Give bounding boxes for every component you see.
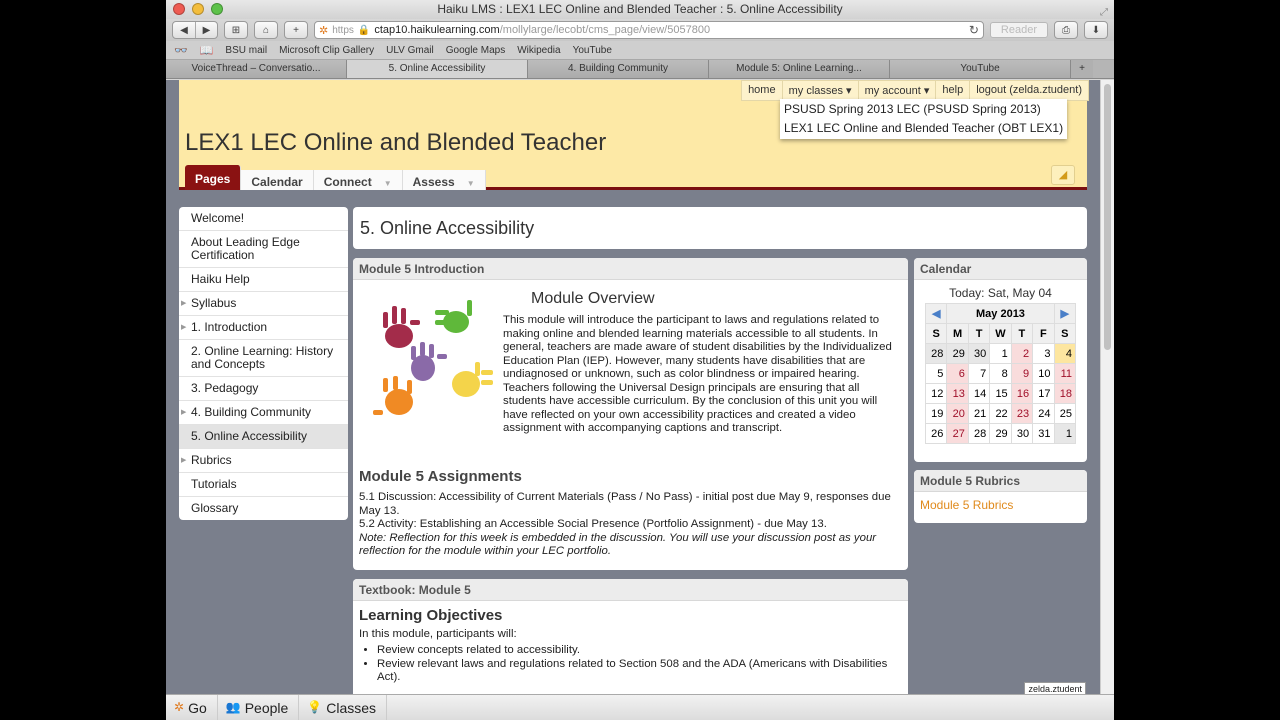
calendar-day[interactable]: 26 — [926, 424, 947, 444]
sidebar-item-building-community[interactable] — [179, 401, 348, 425]
objectives-title: Learning Objectives — [359, 607, 503, 624]
reload-icon[interactable]: ↻ — [968, 23, 979, 37]
weekday-header: M — [947, 324, 968, 344]
month-label: May 2013 — [947, 304, 1054, 324]
bookmark-item[interactable]: BSU mail — [225, 44, 268, 56]
weekday-header: F — [1033, 324, 1054, 344]
calendar-day[interactable]: 21 — [968, 404, 989, 424]
assignment-item: 5.1 Discussion: Accessibility of Current Materials (Pass / No Pass) - initial post due May 9, responses due May 13. — [359, 491, 891, 517]
calendar-day[interactable]: 24 — [1033, 404, 1054, 424]
calendar-day[interactable]: 1 — [1054, 424, 1075, 444]
zoom-window-button[interactable] — [211, 3, 223, 15]
assignment-item: 5.2 Activity: Establishing an Accessible Social Presence (Portfolio Assignment) - due May 13. — [359, 518, 827, 530]
logout-link[interactable]: logout (zelda.ztudent) — [976, 84, 1082, 96]
sidebar-item-label: Syllabus — [191, 296, 237, 310]
url-path: /mollylarge/lecobt/cms_page/view/5057800 — [499, 24, 711, 36]
sidebar-item-label: About Leading Edge Certification — [191, 235, 300, 262]
calendar-day[interactable]: 16 — [1011, 384, 1032, 404]
weekday-header: S — [1054, 324, 1075, 344]
page-title: 5. Online Accessibility — [353, 207, 1087, 249]
sidebar-item-label: Welcome! — [191, 211, 245, 225]
calendar-day[interactable]: 8 — [990, 364, 1011, 384]
sidebar-item-syllabus[interactable] — [179, 292, 348, 316]
sidebar-item-about[interactable] — [179, 231, 348, 268]
sidebar-item-label: 2. Online Learning: History and Concepts — [191, 344, 334, 371]
expand-arrow-icon[interactable]: ▶ — [181, 409, 187, 416]
calendar-day[interactable]: 13 — [947, 384, 968, 404]
user-tooltip: zelda.ztudent — [1024, 682, 1086, 694]
sidebar-item-tutorials[interactable] — [179, 473, 348, 497]
calendar-day[interactable]: 7 — [968, 364, 989, 384]
page-content — [166, 80, 1100, 694]
classes-label: Classes — [326, 700, 377, 716]
module-intro-panel — [353, 258, 908, 570]
reading-list-icon[interactable]: 👓 — [174, 44, 188, 57]
go-button[interactable] — [166, 695, 218, 720]
rubrics-panel — [914, 470, 1087, 523]
my-classes-dropdown — [780, 99, 1067, 139]
calendar-day[interactable]: 6 — [947, 364, 968, 384]
calendar-day[interactable]: 2 — [1011, 344, 1032, 364]
people-icon: 👥 — [225, 700, 241, 714]
calendar-day[interactable]: 9 — [1011, 364, 1032, 384]
browser-tab[interactable]: Module 5: Online Learning... — [709, 60, 890, 78]
calendar-panel — [914, 258, 1087, 462]
add-bookmark-icon[interactable]: + — [293, 24, 299, 36]
calendar-day[interactable]: 20 — [947, 404, 968, 424]
sidebar-item-label: Tutorials — [191, 477, 237, 491]
calendar-day[interactable]: 5 — [926, 364, 947, 384]
objective-item: • Review relevant laws and regulations related to Section 508 and the ADA (Americans with Disabilities Act). — [377, 658, 908, 685]
back-button[interactable]: ◀ — [180, 24, 188, 36]
go-label: Go — [188, 700, 207, 716]
calendar-day[interactable]: 15 — [990, 384, 1011, 404]
browser-tab[interactable]: YouTube — [890, 60, 1071, 78]
calendar-day[interactable]: 11 — [1054, 364, 1075, 384]
calendar-day[interactable]: 29 — [990, 424, 1011, 444]
go-icon: ✲ — [174, 700, 185, 714]
class-option[interactable]: PSUSD Spring 2013 LEC (PSUSD Spring 2013) — [784, 102, 1041, 116]
calendar-day[interactable]: 22 — [990, 404, 1011, 424]
page-sidebar — [179, 207, 348, 520]
tab-calendar[interactable]: Calendar — [241, 170, 313, 190]
browser-toolbar — [166, 19, 1114, 41]
bookmark-item[interactable]: ULV Gmail — [386, 44, 434, 56]
rubrics-link[interactable]: Module 5 Rubrics — [920, 498, 1014, 512]
my-account-menu[interactable]: my account ▾ — [859, 81, 937, 100]
sidebar-item-rubrics[interactable] — [179, 449, 348, 473]
handprints-image — [371, 298, 496, 428]
expand-arrow-icon[interactable]: ▶ — [181, 457, 187, 464]
textbook-panel — [353, 579, 908, 694]
weekday-header: T — [1011, 324, 1032, 344]
sidebar-item-label: 1. Introduction — [191, 320, 268, 334]
section-nav — [185, 165, 486, 190]
url-scheme: https — [332, 24, 354, 36]
sidebar-item-online-learning[interactable] — [179, 340, 348, 377]
calendar-day[interactable]: 19 — [926, 404, 947, 424]
class-option[interactable]: LEX1 LEC Online and Blended Teacher (OBT LEX1) — [784, 121, 1064, 135]
sidebar-item-label: Rubrics — [191, 453, 232, 467]
calendar-day[interactable]: 18 — [1054, 384, 1075, 404]
scrollbar-thumb[interactable] — [1104, 84, 1111, 350]
calendar-day[interactable]: 23 — [1011, 404, 1032, 424]
calendar-day[interactable]: 25 — [1054, 404, 1075, 424]
bookmark-item[interactable]: Microsoft Clip Gallery — [279, 44, 375, 56]
sidebar-item-introduction[interactable] — [179, 316, 348, 340]
browser-tab-active[interactable]: 5. Online Accessibility — [347, 60, 528, 78]
bookmark-item[interactable]: YouTube — [572, 44, 612, 56]
assignment-note: Note: Reflection for this week is embedded in the discussion. You will use your discussion post as your reflection for the module within your LEC portfolio. — [359, 531, 877, 557]
site-favicon-icon: ✲ — [319, 24, 329, 37]
sidebar-item-welcome[interactable] — [179, 207, 348, 231]
tab-assess[interactable] — [403, 170, 486, 190]
calendar-day[interactable]: 30 — [1011, 424, 1032, 444]
expand-arrow-icon[interactable]: ▶ — [181, 300, 187, 307]
calendar-day[interactable]: 30 — [968, 344, 989, 364]
calendar-day[interactable]: 29 — [947, 344, 968, 364]
people-label: People — [244, 700, 289, 716]
fullscreen-icon[interactable]: ⤢ — [1100, 7, 1108, 18]
downloads-icon[interactable]: ⬇ — [1091, 24, 1101, 36]
assignments-list — [359, 491, 899, 559]
calendar-day[interactable]: 27 — [947, 424, 968, 444]
next-month-icon[interactable]: ▶ — [1054, 304, 1075, 324]
bookmarks-bar — [166, 41, 1114, 60]
tab-assess-label: Assess — [412, 175, 455, 189]
assignments-title: Module 5 Assignments — [359, 468, 522, 485]
reader-button[interactable]: Reader — [990, 22, 1048, 38]
minimize-window-button[interactable] — [192, 3, 204, 15]
my-classes-menu[interactable]: my classes ▾ — [783, 81, 859, 100]
calendar-day[interactable]: 12 — [926, 384, 947, 404]
today-label: Today: Sat, May 04 — [949, 286, 1052, 300]
calendar-day[interactable]: 28 — [968, 424, 989, 444]
panel-header: Module 5 Rubrics — [914, 470, 1087, 492]
browser-tab[interactable]: 4. Building Community — [528, 60, 709, 78]
sidebar-item-label: 3. Pedagogy — [191, 381, 259, 395]
new-tab-button[interactable]: + — [1071, 60, 1093, 78]
sidebar-item-label: 4. Building Community — [191, 405, 312, 419]
prev-month-icon[interactable]: ◀ — [926, 304, 947, 324]
browser-tab[interactable]: VoiceThread – Conversatio... — [166, 60, 347, 78]
calendar-day[interactable]: 17 — [1033, 384, 1054, 404]
site-title: LEX1 LEC Online and Blended Teacher — [185, 129, 607, 156]
calendar-day[interactable]: 3 — [1033, 344, 1054, 364]
top-sites-icon[interactable]: ⊞ — [231, 24, 241, 36]
print-icon[interactable]: ⎙ — [1062, 24, 1070, 36]
calendar-day[interactable]: 31 — [1033, 424, 1054, 444]
sidebar-item-haiku-help[interactable] — [179, 268, 348, 292]
sidebar-item-label: 5. Online Accessibility — [191, 429, 308, 443]
sidebar-item-pedagogy[interactable] — [179, 377, 348, 401]
bookmark-item[interactable]: Wikipedia — [517, 44, 561, 56]
tab-connect-label: Connect — [323, 175, 372, 189]
weekday-header: S — [926, 324, 947, 344]
mini-calendar — [925, 303, 1076, 444]
calendar-day[interactable]: 28 — [926, 344, 947, 364]
close-window-button[interactable] — [173, 3, 185, 15]
panel-header: Textbook: Module 5 — [353, 579, 908, 601]
sidebar-item-online-accessibility[interactable] — [179, 425, 348, 449]
url-host: ctap10.haikulearning.com — [374, 24, 500, 36]
page-scrollbar[interactable] — [1100, 80, 1114, 694]
panel-header: Calendar — [914, 258, 1087, 280]
weekday-header: W — [990, 324, 1011, 344]
chevron-down-icon: ▼ — [383, 179, 392, 188]
calendar-day[interactable]: 1 — [990, 344, 1011, 364]
expand-arrow-icon[interactable]: ▶ — [181, 324, 187, 331]
bookmarks-icon[interactable]: 📖 — [199, 44, 214, 57]
address-bar[interactable] — [314, 21, 984, 39]
top-nav — [741, 80, 1089, 101]
home-link[interactable]: home — [742, 81, 783, 100]
people-button[interactable] — [218, 695, 300, 720]
sidebar-item-label: Haiku Help — [191, 272, 250, 286]
lightbulb-icon: 💡 — [307, 700, 323, 714]
calendar-day[interactable]: 14 — [968, 384, 989, 404]
objective-item: • Review concepts related to accessibility. — [377, 644, 908, 658]
window-title: Haiku LMS : LEX1 LEC Online and Blended Teacher : 5. Online Accessibility — [437, 2, 843, 16]
calendar-day[interactable]: 4 — [1054, 344, 1075, 364]
chevron-down-icon: ▼ — [466, 179, 475, 188]
weekday-header: T — [968, 324, 989, 344]
calendar-day[interactable]: 10 — [1033, 364, 1054, 384]
bottom-toolbar — [166, 694, 1114, 720]
objectives-list — [353, 644, 908, 685]
lock-icon: 🔒 — [357, 24, 371, 36]
title-bar — [166, 0, 1114, 19]
help-link[interactable]: help — [936, 81, 970, 100]
announcements-icon[interactable]: ◢ — [1051, 165, 1075, 185]
browser-tabs — [166, 60, 1114, 79]
overview-title: Module Overview — [531, 290, 655, 307]
sidebar-item-glossary[interactable] — [179, 497, 348, 520]
bookmark-item[interactable]: Google Maps — [445, 44, 506, 56]
objectives-intro: In this module, participants will: — [359, 628, 517, 640]
browser-window — [166, 0, 1114, 720]
overview-text: This module will introduce the participant to laws and regulations related to making online and blended learning materials accessible to all students. In general, teachers are made aware of student disabilities by the Individualized Education Plan (IEP). However, many students have disabilities that are undiagnosed or unknown, such as color blindness or impaired hearing. Teachers following the Universal Design principals are ensuring that all students have accessible curriculum. By the conclusion of this unit you will have reflected on your own accessibility practices and created a video assignment with accompanying captions and transcript. — [503, 314, 892, 434]
sidebar-item-label: Glossary — [191, 501, 239, 515]
panel-header: Module 5 Introduction — [353, 258, 908, 280]
tab-connect[interactable] — [314, 170, 403, 190]
tab-pages[interactable]: Pages — [185, 165, 241, 190]
home-icon[interactable]: ⌂ — [262, 24, 270, 36]
forward-button[interactable]: ▶ — [195, 22, 217, 38]
classes-button[interactable] — [299, 695, 387, 720]
